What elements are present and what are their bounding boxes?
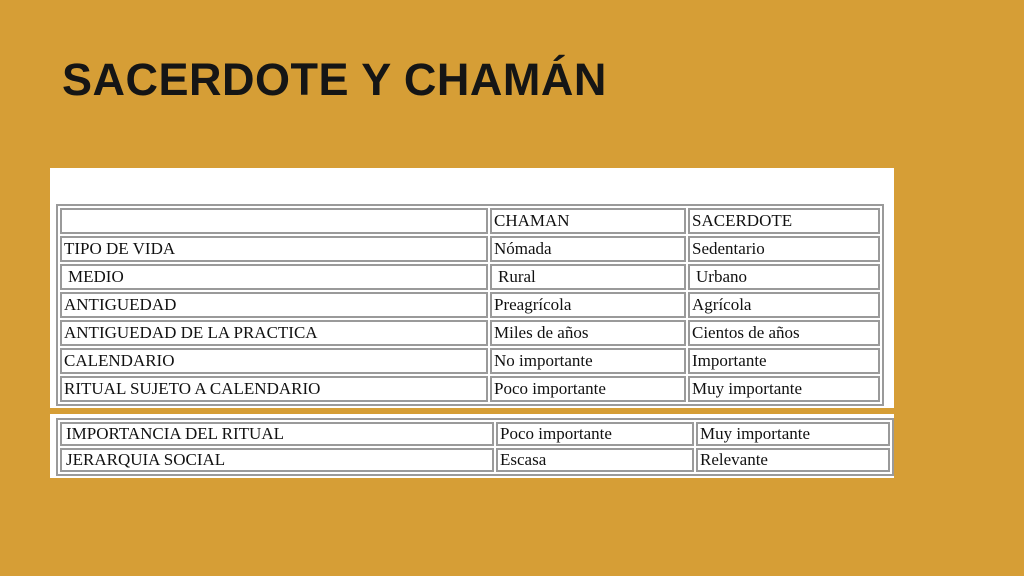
row-label: CALENDARIO — [60, 348, 488, 374]
chaman-cell: Nómada — [490, 236, 686, 262]
row-label: RITUAL SUJETO A CALENDARIO — [60, 376, 488, 402]
sacerdote-cell: Sedentario — [688, 236, 880, 262]
row-label: ANTIGUEDAD — [60, 292, 488, 318]
table-row — [60, 448, 890, 472]
header-sacerdote: SACERDOTE — [688, 208, 880, 234]
chaman-cell: Escasa — [496, 448, 694, 472]
table-header-row — [60, 208, 880, 234]
chaman-cell: Poco importante — [496, 422, 694, 446]
sacerdote-cell: Relevante — [696, 448, 890, 472]
sacerdote-cell: Urbano — [688, 264, 880, 290]
table-row — [60, 292, 880, 318]
row-label: IMPORTANCIA DEL RITUAL — [60, 422, 494, 446]
table-row — [60, 348, 880, 374]
chaman-cell: Poco importante — [490, 376, 686, 402]
chaman-cell: No importante — [490, 348, 686, 374]
sacerdote-cell: Muy importante — [696, 422, 890, 446]
header-chaman: CHAMAN — [490, 208, 686, 234]
sacerdote-cell: Cientos de años — [688, 320, 880, 346]
slide-title: SACERDOTE Y CHAMÁN — [62, 54, 607, 105]
chaman-cell: Miles de años — [490, 320, 686, 346]
header-empty-cell — [60, 208, 488, 234]
chaman-cell: Preagrícola — [490, 292, 686, 318]
table-row — [60, 376, 880, 402]
row-label: ANTIGUEDAD DE LA PRACTICA — [60, 320, 488, 346]
chaman-cell: Rural — [490, 264, 686, 290]
row-label: MEDIO — [60, 264, 488, 290]
comparison-table-image — [50, 168, 894, 408]
extra-table-image — [50, 414, 894, 478]
row-label: TIPO DE VIDA — [60, 236, 488, 262]
table-row — [60, 320, 880, 346]
comparison-table — [56, 204, 884, 406]
table-row — [60, 236, 880, 262]
sacerdote-cell: Importante — [688, 348, 880, 374]
table-row — [60, 422, 890, 446]
table-row — [60, 264, 880, 290]
sacerdote-cell: Agrícola — [688, 292, 880, 318]
row-label: JERARQUIA SOCIAL — [60, 448, 494, 472]
extra-table — [56, 418, 894, 476]
sacerdote-cell: Muy importante — [688, 376, 880, 402]
